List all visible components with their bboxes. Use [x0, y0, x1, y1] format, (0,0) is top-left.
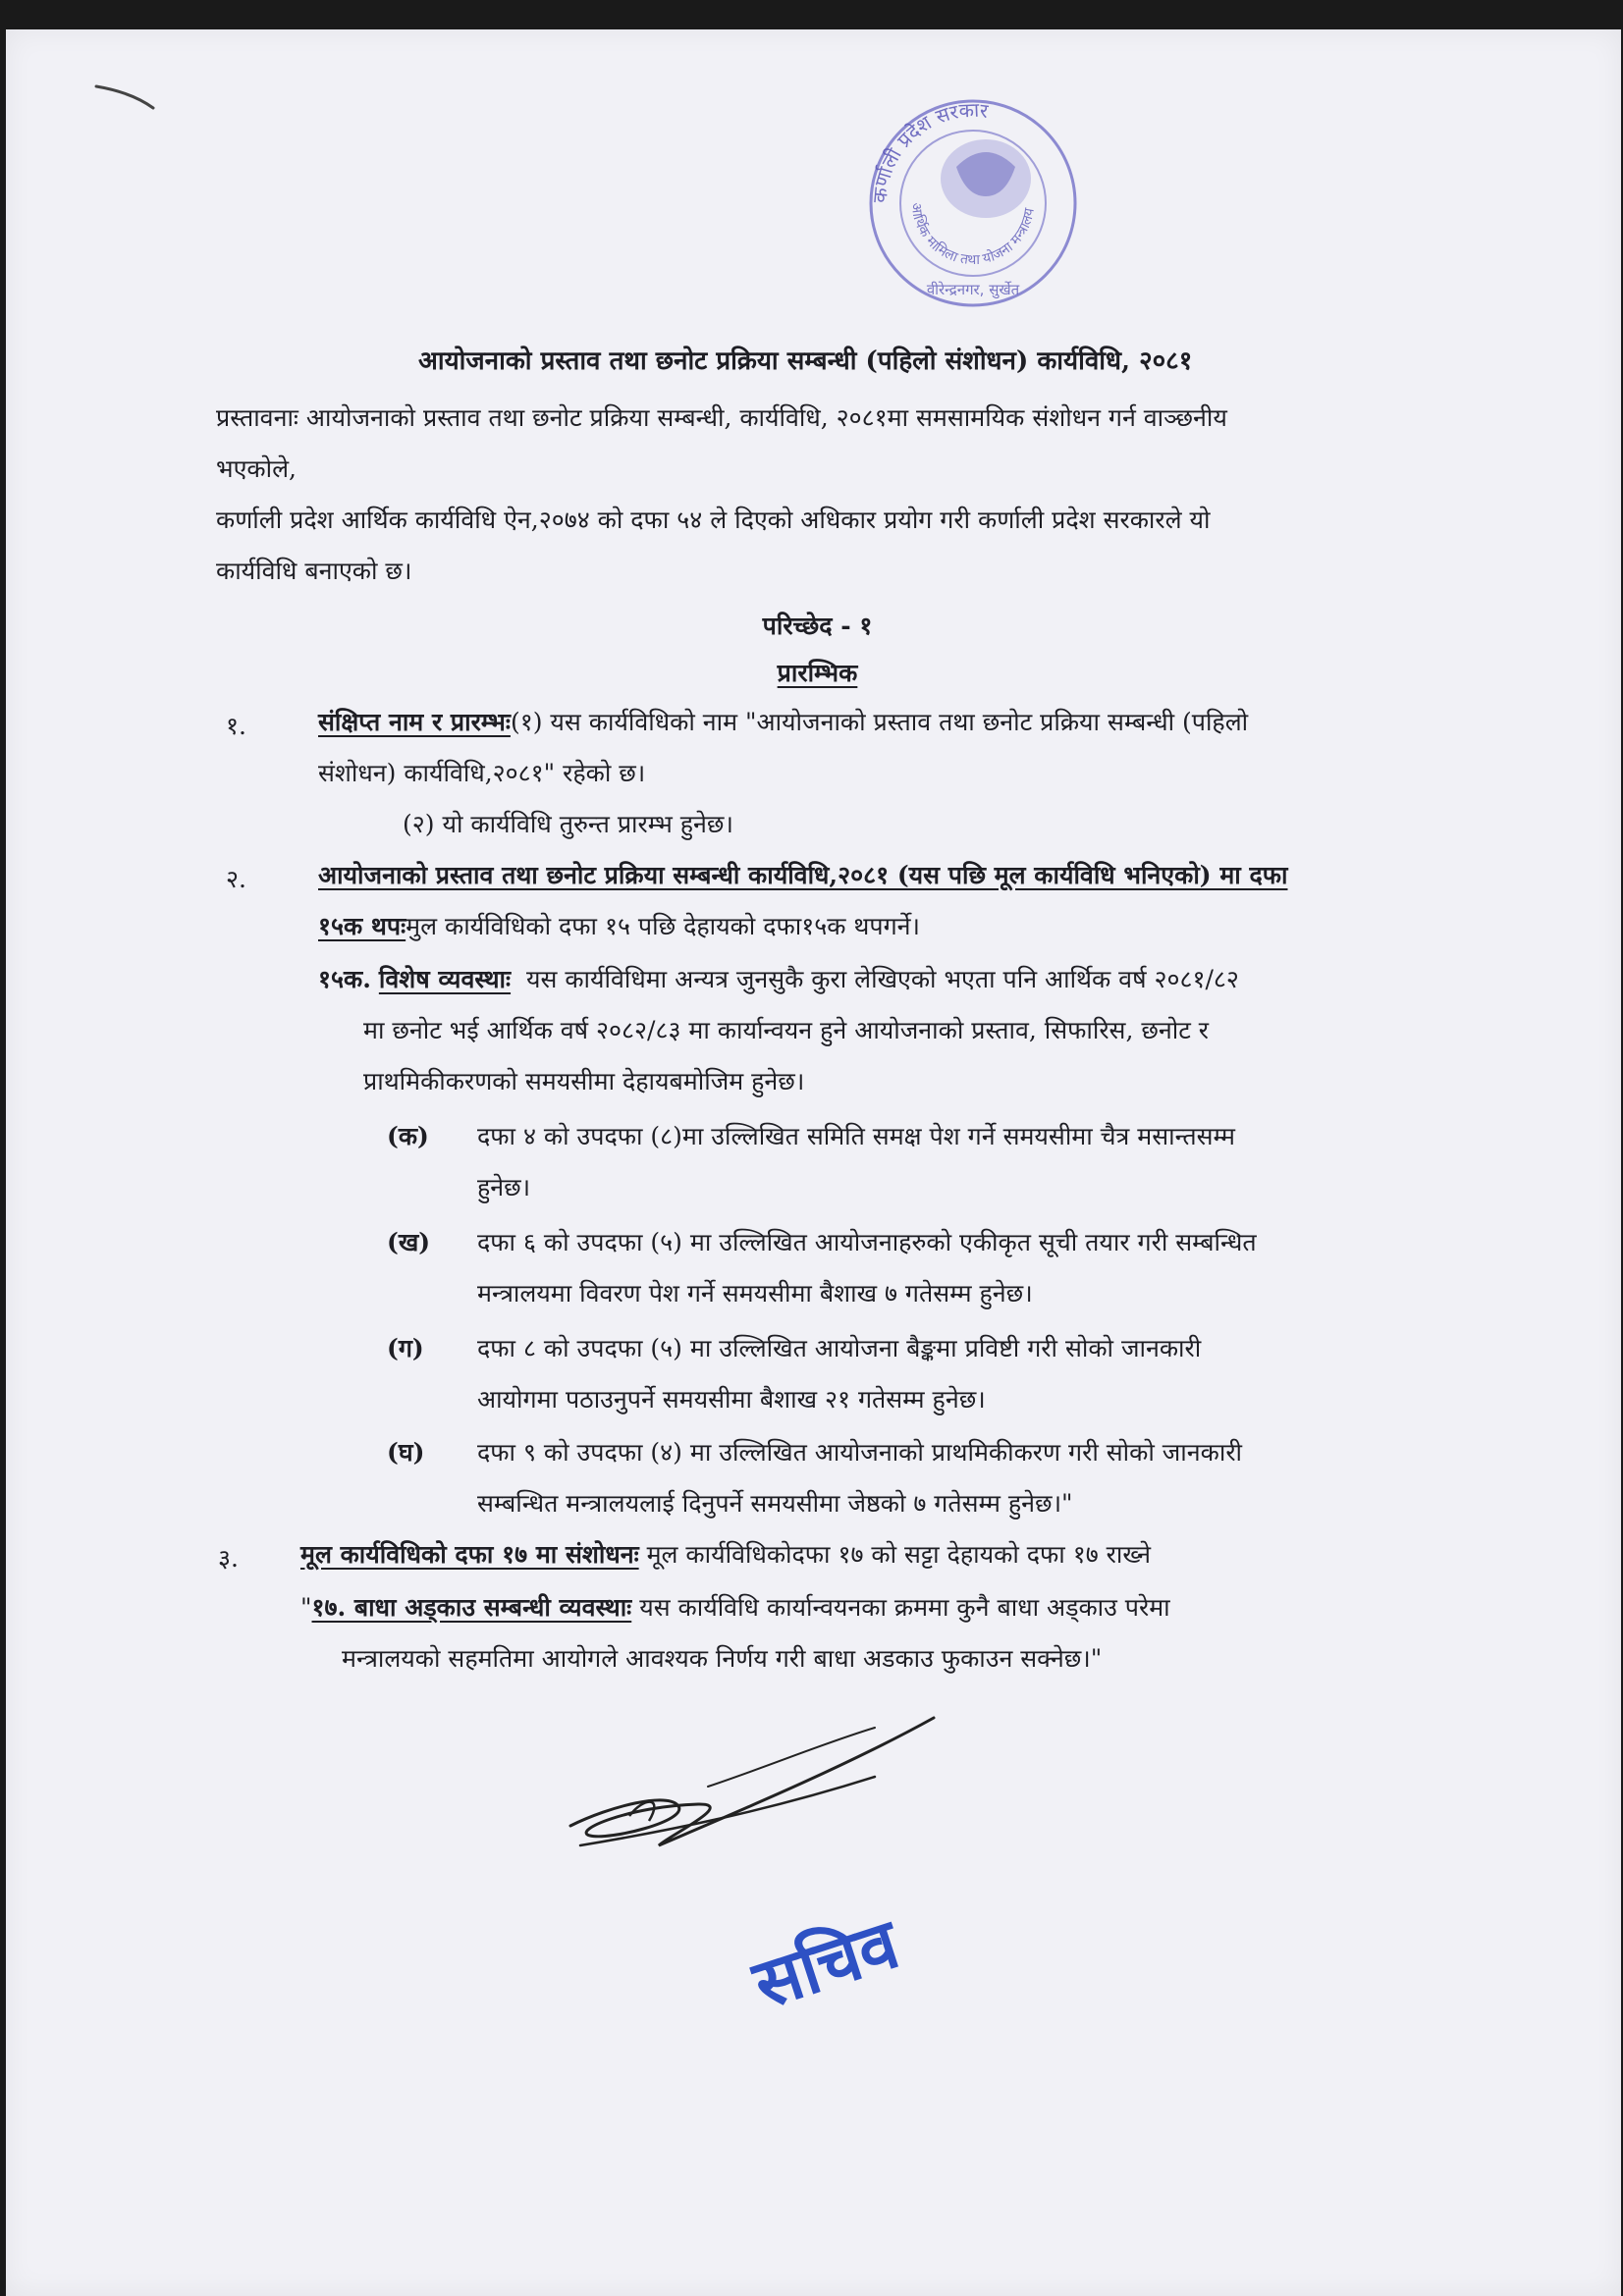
section-2-heading-line-2: १५क थपः — [318, 912, 406, 940]
clause-15ka-line-1 — [318, 962, 1239, 997]
document-page — [6, 29, 1621, 2296]
clause-17-line-1 — [300, 1590, 1170, 1626]
clause-15ka-line-2: मा छनोट भई आर्थिक वर्ष २०८२/८३ मा कार्यान्वयन हुने आयोजनाको प्रस्ताव, सिफारिस, छनोट र — [363, 1016, 1210, 1044]
section-2-line-2 — [318, 909, 920, 944]
pen-mark — [92, 79, 161, 118]
section-3-line-1 — [300, 1537, 1151, 1573]
section-3-text: मूल कार्यविधिकोदफा १७ को सट्टा देहायको दफा १७ राख्ने — [646, 1540, 1152, 1569]
preamble-line-1: प्रस्तावनाः आयोजनाको प्रस्ताव तथा छनोट प्रक्रिया सम्बन्धी, कार्यविधि, २०८१मा समसामयिक संशोधन गर्न वाञ्छनीय — [216, 403, 1227, 432]
subclause-ka-line-2: हुनेछ। — [477, 1173, 531, 1201]
chapter-number: परिच्छेद - १ — [762, 612, 873, 640]
official-stamp — [858, 88, 1088, 318]
subclause-gha-line-1: दफा ९ को उपदफा (४) मा उल्लिखित आयोजनाको प्राथमिकीकरण गरी सोको जानकारी — [477, 1438, 1243, 1467]
section-2-heading-line-1: आयोजनाको प्रस्ताव तथा छनोट प्रक्रिया सम्बन्धी कार्यविधि,२०८१ (यस पछि मूल कार्यविधि भनिएको) मा दफा — [318, 861, 1288, 889]
subclause-ka-label: (क) — [387, 1122, 429, 1150]
preamble-line-2: भएकोले, — [216, 454, 297, 483]
chapter-title: प्रारम्भिक — [777, 659, 858, 687]
section-1-heading: संक्षिप्त नाम र प्रारम्भः — [318, 708, 511, 736]
signature — [551, 1698, 953, 1914]
subclause-gha-line-2: सम्बन्धित मन्त्रालयलाई दिनुपर्ने समयसीमा जेष्ठको ७ गतेसम्म हुनेछ।" — [477, 1489, 1073, 1518]
subclause-ga-line-2: आयोगमा पठाउनुपर्ने समयसीमा बैशाख २१ गतेसम्म हुनेछ। — [477, 1385, 986, 1414]
signatory-designation: सचिव — [743, 1901, 908, 2025]
section-1-text: (१) यस कार्यविधिको नाम "आयोजनाको प्रस्ताव तथा छनोट प्रक्रिया सम्बन्धी (पहिलो — [510, 708, 1249, 736]
section-3-number: ३. — [218, 1544, 239, 1573]
stamp-ring-text: कर्णाली प्रदेश सरकार — [867, 97, 990, 204]
section-1-line-1 — [318, 705, 1248, 740]
preamble-line-4: कार्यविधि बनाएको छ। — [216, 557, 412, 585]
clause-17-line-2: मन्त्रालयको सहमतिमा आयोगले आवश्यक निर्णय गरी बाधा अडकाउ फुकाउन सक्नेछ।" — [342, 1644, 1103, 1673]
clause-17-quote: " — [300, 1593, 312, 1622]
clause-17-heading: १७. बाधा अड्काउ सम्बन्धी व्यवस्थाः — [311, 1593, 632, 1622]
subclause-ka-line-1: दफा ४ को उपदफा (८)मा उल्लिखित समिति समक्ष पेश गर्ने समयसीमा चैत्र मसान्तसम्म — [477, 1122, 1235, 1150]
clause-17-text: यस कार्यविधि कार्यान्वयनका क्रममा कुनै बाधा अड्काउ परेमा — [639, 1593, 1170, 1622]
subclause-kha-line-1: दफा ६ को उपदफा (५) मा उल्लिखित आयोजनाहरुको एकीकृत सूची तयार गरी सम्बन्धित — [477, 1228, 1257, 1256]
preamble-line-3: कर्णाली प्रदेश आर्थिक कार्यविधि ऐन,२०७४ को दफा ५४ ले दिएको अधिकार प्रयोग गरी कर्णाली प्रदेश सरकारले यो — [216, 506, 1211, 534]
stamp-place: वीरेन्द्रनगर, सुर्खेत — [926, 281, 1020, 298]
subclause-kha-label: (ख) — [387, 1228, 431, 1256]
section-1-line-2: संशोधन) कार्यविधि,२०८१" रहेको छ। — [318, 759, 646, 787]
stamp-inner-text: आर्थिक मामिला तथा योजना मन्त्रालय — [907, 201, 1038, 269]
subclause-gha-label: (घ) — [387, 1438, 425, 1467]
section-2-number: २. — [226, 865, 246, 893]
clause-15ka-line-3: प्राथमिकीकरणको समयसीमा देहायबमोजिम हुनेछ। — [363, 1067, 805, 1095]
clause-15ka-text: यस कार्यविधिमा अन्यत्र जुनसुकै कुरा लेखिएको भएता पनि आर्थिक वर्ष २०८१/८२ — [525, 965, 1239, 993]
section-3-heading: मूल कार्यविधिको दफा १७ मा संशोधनः — [300, 1540, 639, 1569]
subclause-ga-line-1: दफा ८ को उपदफा (५) मा उल्लिखित आयोजना बैङ्कमा प्रविष्टी गरी सोको जानकारी — [477, 1334, 1202, 1362]
section-1-line-3: (२) यो कार्यविधि तुरुन्त प्रारम्भ हुनेछ। — [403, 810, 733, 838]
section-1-number: १. — [226, 712, 246, 740]
clause-15ka-label: १५क. — [318, 965, 371, 993]
subclause-ga-label: (ग) — [387, 1334, 424, 1362]
document-title: आयोजनाको प्रस्ताव तथा छनोट प्रक्रिया सम्बन्धी (पहिलो संशोधन) कार्यविधि, २०८१ — [418, 347, 1193, 376]
clause-15ka-heading: विशेष व्यवस्थाः — [378, 965, 512, 993]
section-2-text: मुल कार्यविधिको दफा १५ पछि देहायको दफा१५क थपगर्ने। — [406, 912, 920, 940]
subclause-kha-line-2: मन्त्रालयमा विवरण पेश गर्ने समयसीमा बैशाख ७ गतेसम्म हुनेछ। — [477, 1279, 1033, 1308]
